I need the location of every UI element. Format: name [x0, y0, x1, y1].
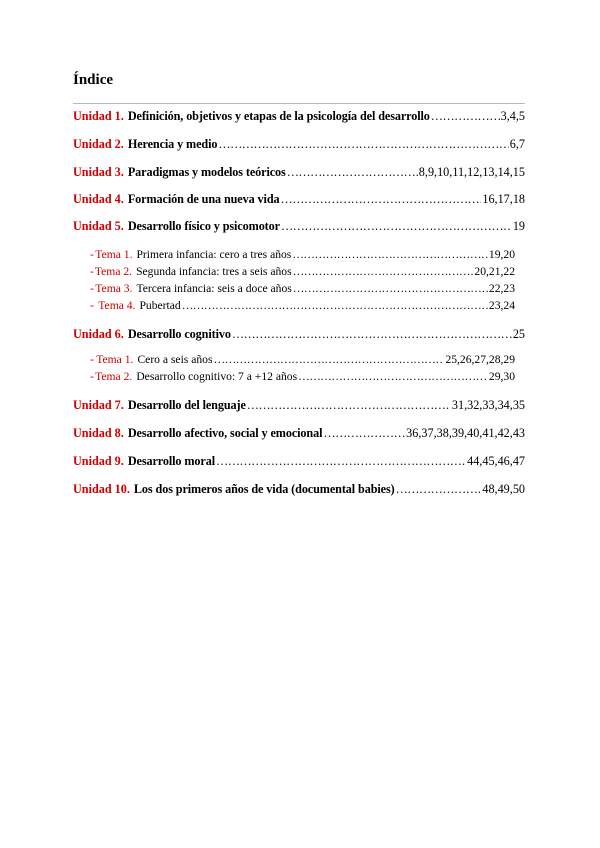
topic-title: Tercera infancia: seis a doce años: [136, 282, 292, 295]
unit-label: Unidad 7.: [73, 398, 124, 412]
dot-leader: [281, 192, 482, 207]
topic-title: Cero a seis años: [137, 353, 213, 366]
unit-entry[interactable]: [73, 426, 525, 441]
unit-pages: 6,7: [509, 137, 525, 151]
topic-entry[interactable]: [90, 248, 515, 261]
title-divider: [73, 103, 525, 104]
bullet-dash: -: [90, 248, 94, 261]
unit-entry[interactable]: [73, 137, 525, 152]
dot-leader: [292, 248, 488, 261]
unit-pages: 36,37,38,39,40,41,42,43: [406, 426, 525, 440]
topic-pages: 23,24: [488, 299, 515, 312]
unit-label: Unidad 10.: [73, 482, 130, 496]
topic-pages: 20,21,22: [474, 265, 515, 278]
unit-entry[interactable]: [73, 219, 525, 234]
topic-entry[interactable]: [90, 265, 515, 278]
unit-title: Desarrollo cognitivo: [127, 327, 231, 341]
unit-label: Unidad 3.: [73, 165, 124, 179]
unit-entry[interactable]: [73, 398, 525, 413]
unit-title: Desarrollo del lenguaje: [127, 398, 246, 412]
unit-entry[interactable]: [73, 192, 525, 207]
topic-title: Primera infancia: cero a tres años: [136, 248, 292, 261]
dot-leader: [232, 327, 512, 342]
unit-pages: 44,45,46,47: [467, 454, 525, 468]
topic-label: Tema 1.: [96, 353, 134, 366]
bullet-dash: -: [90, 265, 94, 278]
unit-entry[interactable]: [73, 109, 525, 124]
unit-label: Unidad 4.: [73, 192, 124, 206]
dot-leader: [298, 370, 488, 383]
unit-pages: 31,32,33,34,35: [451, 398, 525, 412]
dot-leader: [396, 482, 482, 497]
dot-leader: [293, 265, 474, 278]
dot-leader: [216, 454, 466, 469]
topic-label: Tema 4.: [98, 299, 136, 312]
topic-pages: 19,20: [488, 248, 515, 261]
topic-title: Desarrollo cognitivo: 7 a +12 años: [136, 370, 298, 383]
bullet-dash: -: [90, 370, 94, 383]
topic-entry[interactable]: [90, 353, 515, 366]
topic-title: Pubertad: [139, 299, 181, 312]
unit-label: Unidad 8.: [73, 426, 124, 440]
bullet-dash: -: [90, 282, 94, 295]
dot-leader: [182, 299, 488, 312]
unit-label: Unidad 2.: [73, 137, 124, 151]
topic-label: Tema 2.: [94, 265, 133, 278]
topic-label: Tema 2.: [95, 370, 133, 383]
topic-entry[interactable]: [90, 370, 515, 383]
dot-leader: [218, 137, 508, 152]
dot-leader: [323, 426, 405, 441]
unit-title: Los dos primeros años de vida (documental babies): [133, 482, 395, 496]
unit-entry[interactable]: [73, 165, 525, 180]
index-title: Índice: [73, 72, 114, 88]
topic-pages: 25,26,27,28,29: [445, 353, 515, 366]
dot-leader: [281, 219, 512, 234]
bullet-dash: -: [90, 299, 94, 312]
unit-pages: 48,49,50: [482, 482, 525, 496]
unit-entry[interactable]: [73, 454, 525, 469]
dot-leader: [213, 353, 444, 366]
topic-label: Tema 3.: [95, 282, 133, 295]
dot-leader: [287, 165, 418, 180]
unit-entry[interactable]: [73, 482, 525, 497]
unit-entry[interactable]: [73, 327, 525, 342]
unit-label: Unidad 5.: [73, 219, 124, 233]
topic-pages: 29,30: [488, 370, 515, 383]
unit-title: Desarrollo físico y psicomotor: [127, 219, 280, 233]
unit-title: Herencia y medio: [127, 137, 218, 151]
unit-pages: 16,17,18: [482, 192, 525, 206]
unit-label: Unidad 9.: [73, 454, 124, 468]
unit-pages: 8,9,10,11,12,13,14,15: [418, 165, 525, 179]
unit-label: Unidad 6.: [73, 327, 124, 341]
dot-leader: [293, 282, 488, 295]
unit-title: Desarrollo afectivo, social y emocional: [127, 426, 323, 440]
unit-pages: 3,4,5: [500, 109, 525, 123]
topic-label: Tema 1.: [95, 248, 133, 261]
topic-title: Segunda infancia: tres a seis años: [136, 265, 292, 278]
unit-pages: 19: [512, 219, 525, 233]
topic-entry[interactable]: [90, 282, 515, 295]
bullet-dash: -: [90, 353, 94, 366]
unit-label: Unidad 1.: [73, 109, 124, 123]
unit-title: Desarrollo moral: [127, 454, 216, 468]
unit-title: Paradigmas y modelos teóricos: [127, 165, 286, 179]
dot-leader: [431, 109, 500, 124]
unit-title: Definición, objetivos y etapas de la psicología del desarrollo: [127, 109, 430, 123]
unit-title: Formación de una nueva vida: [127, 192, 280, 206]
unit-pages: 25: [512, 327, 525, 341]
topic-entry[interactable]: [90, 299, 515, 312]
topic-pages: 22,23: [488, 282, 515, 295]
dot-leader: [247, 398, 451, 413]
